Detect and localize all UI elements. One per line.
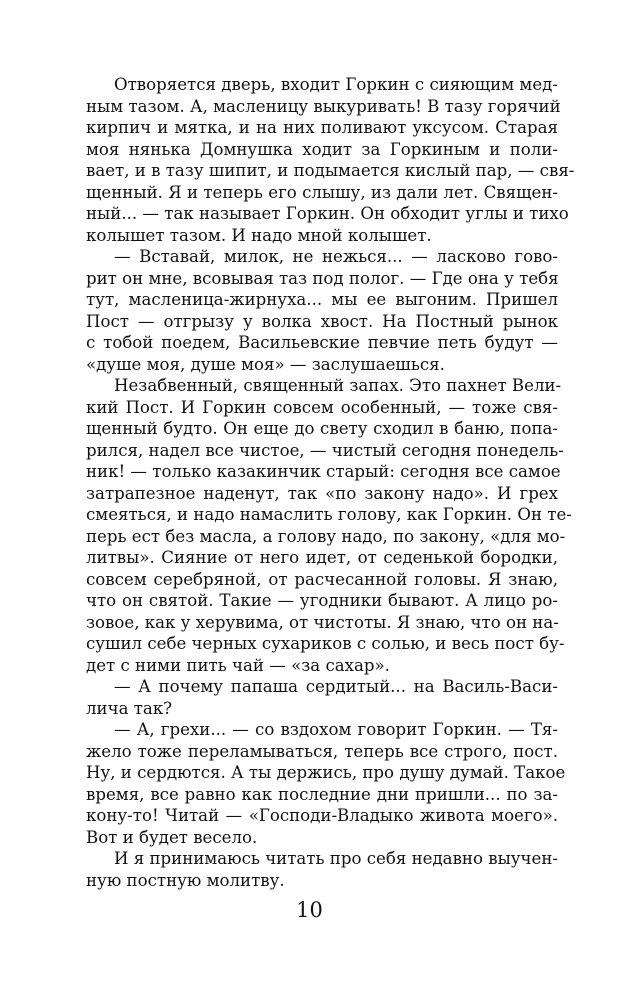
text-line: И я принимаюсь читать про себя недавно выучен- bbox=[114, 849, 559, 868]
text-line: совсем серебряной, от расчесанной головы. Я знаю, bbox=[86, 569, 558, 589]
text-line: время, все равно как последние дни пришли... по за- bbox=[86, 784, 558, 804]
text-line: что он святой. Такие — угодники бывают. А лицо ро- bbox=[86, 591, 558, 610]
text-line: моя нянька Домнушка ходит за Горкиным и поли- bbox=[86, 139, 558, 159]
text-line: ную постную молитву. bbox=[86, 870, 285, 890]
paragraph bbox=[86, 676, 558, 719]
text-line: ник! — только казакинчик старый: сегодня все самое bbox=[86, 462, 561, 481]
text-line: колышет тазом. И надо мной колышет. bbox=[86, 225, 432, 245]
text-line: зовое, как у херувима, от чистоты. Я знаю, что он на- bbox=[86, 612, 559, 632]
text-line: — Вставай, милок, не нежься... — ласково гово- bbox=[114, 247, 558, 266]
text-line: с тобой поедем, Васильевские певчие петь будут — bbox=[86, 333, 558, 352]
text-line: — А почему папаша сердитый... на Василь-Васи- bbox=[114, 677, 558, 696]
text-line: кирпич и мятка, и на них поливают уксусом. Старая bbox=[86, 118, 558, 137]
paragraph bbox=[86, 848, 558, 891]
text-line: смеяться, и надо намаслить голову, как Горкин. Он те- bbox=[86, 505, 572, 524]
text-line: сушил себе черных сухариков с солью, и весь пост бу- bbox=[86, 634, 565, 653]
text-line: вает, и в тазу шипит, и подымается кислый пар, — свя- bbox=[86, 161, 575, 180]
text-line: дет с ними пить чай — «за сахар». bbox=[86, 655, 390, 675]
text-line: жело тоже переламываться, теперь все строго, пост. bbox=[86, 741, 558, 761]
paragraph bbox=[86, 375, 572, 676]
paragraph bbox=[86, 246, 558, 375]
text-line: ным тазом. А, масленицу выкуривать! В тазу горячий bbox=[86, 96, 561, 116]
text-line: — А, грехи... — со вздохом говорит Горкин. — Тя- bbox=[114, 720, 558, 739]
text-line: лича так? bbox=[86, 698, 173, 718]
text-line: Вот и будет весело. bbox=[86, 827, 258, 847]
text-line: «душе моя, душе моя» — заслушаешься. bbox=[86, 354, 445, 374]
text-line: Отворяется дверь, входит Горкин с сияющим мед- bbox=[114, 75, 558, 94]
text-line: кону-то! Читай — «Господи-Владыко живота моего». bbox=[86, 806, 558, 825]
text-line: кий Пост. И Горкин совсем особенный, — тоже свя- bbox=[86, 397, 558, 417]
text-line: затрапезное наденут, так «по закону надо». И грех bbox=[86, 483, 558, 503]
paragraph bbox=[86, 74, 575, 246]
text-line: литвы». Сияние от него идет, от седенькой бородки, bbox=[86, 548, 558, 567]
text-line: перь ест без масла, а голову надо, по закону, «для мо- bbox=[86, 526, 566, 546]
text-line: рит он мне, всовывая таз под полог. — Где она у тебя bbox=[86, 268, 559, 288]
body-text bbox=[86, 74, 575, 891]
page-number: 10 bbox=[296, 898, 323, 922]
text-line: Пост — отгрызу у волка хвост. На Постный рынок bbox=[86, 311, 558, 331]
text-line: ный... — так называет Горкин. Он обходит углы и тихо bbox=[86, 204, 569, 223]
text-line: рился, надел все чистое, — чистый сегодня понедель- bbox=[86, 440, 564, 460]
text-line: тут, масленица-жирнуха... мы ее выгоним. Пришел bbox=[86, 290, 558, 309]
text-line: Незабвенный, священный запах. Это пахнет Вели- bbox=[114, 376, 562, 395]
text-line: Ну, и сердются. А ты держись, про душу думай. Такое bbox=[86, 763, 566, 782]
paragraph bbox=[86, 719, 566, 848]
text-line: щенный. Я и теперь его слышу, из дали лет. Священ- bbox=[86, 182, 558, 202]
text-line: щенный будто. Он еще до свету сходил в баню, попа- bbox=[86, 419, 558, 438]
